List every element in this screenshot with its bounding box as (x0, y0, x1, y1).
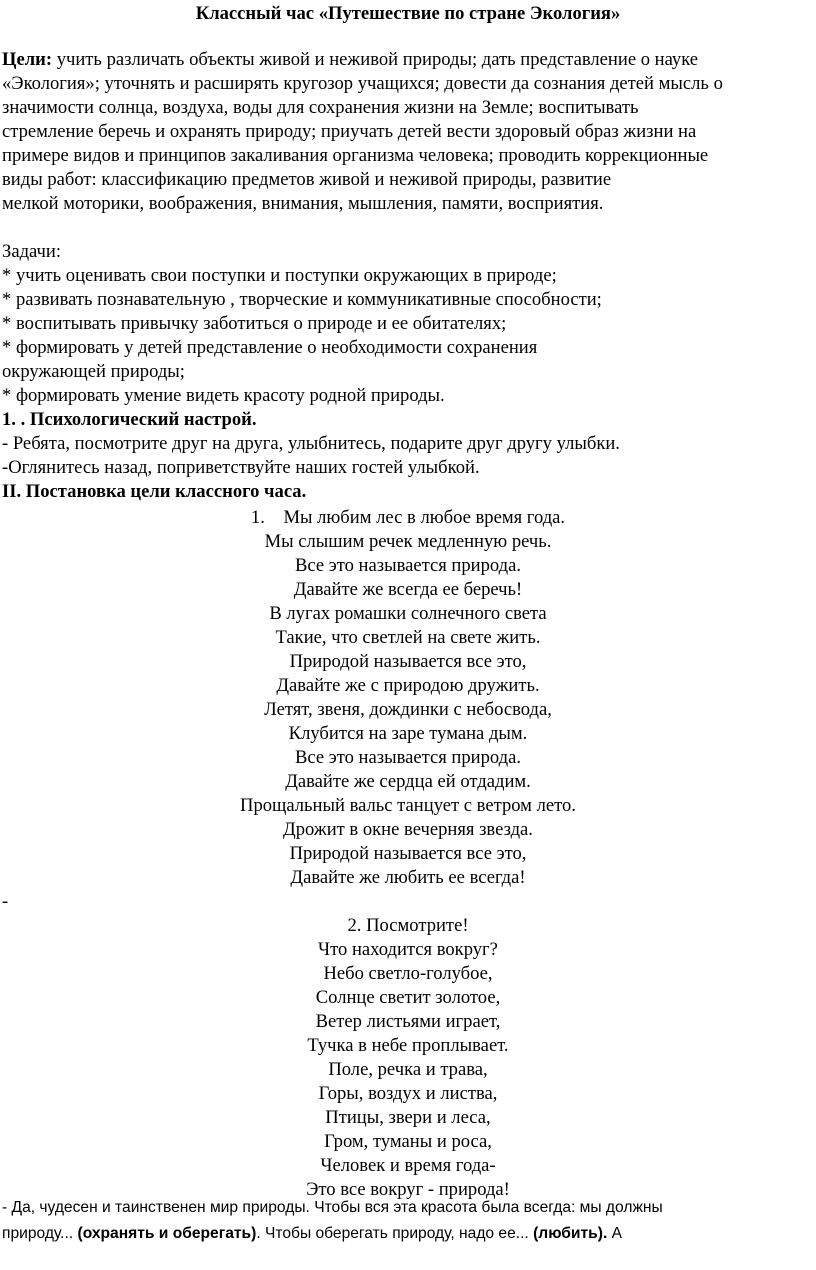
closing-text: природу... (2, 1225, 78, 1242)
page-title: Классный час «Путешествие по стране Экология» (195, 3, 621, 24)
poem-line: Человек и время года- (320, 1155, 496, 1176)
poem-line: Птицы, звери и леса, (325, 1107, 491, 1128)
poem-line: Тучка в небе проплывает. (307, 1035, 509, 1056)
goals-line: стремление беречь и охранять природу; приучать детей вести здоровый образ жизни на (2, 121, 697, 142)
goals-line: «Экология»; уточнять и расширять кругозор учащихся; довести да сознания детей мысль о (2, 73, 723, 94)
poem-line: Давайте же любить ее всегда! (290, 867, 526, 888)
goals-line: виды работ: классификацию предметов живой и неживой природы, развитие (2, 169, 612, 190)
poem-line: В лугах ромашки солнечного света (269, 603, 547, 624)
goals-line: значимости солнца, воздуха, воды для сохранения жизни на Земле; воспитывать (2, 97, 639, 118)
section1-heading: 1. . Психологический настрой. (2, 409, 257, 430)
closing-text: А (607, 1225, 623, 1242)
goals-label: Цели: (2, 49, 53, 70)
tasks-block (2, 240, 814, 504)
poem-line: Все это называется природа. (294, 555, 522, 576)
closing-answer: (охранять и оберегать) (77, 1225, 257, 1242)
closing-line: - Да, чудесен и таинственен мир природы. Чтобы вся эта красота была всегда: мы должны (2, 1199, 663, 1216)
poem-line: Давайте же всегда ее беречь! (293, 579, 523, 600)
section1-line: -Оглянитесь назад, поприветствуйте наших гостей улыбкой. (2, 457, 480, 478)
poem-line: Такие, что светлей на свете жить. (275, 627, 541, 648)
poem-line: Давайте же сердца ей отдадим. (285, 771, 531, 792)
poem-line: Клубится на заре тумана дым. (288, 723, 528, 744)
goals-paragraph (2, 48, 814, 216)
goals-line: мелкой моторики, воображения, внимания, мышления, памяти, восприятия. (2, 193, 604, 214)
task-item: * формировать умение видеть красоту родной природы. (2, 385, 445, 406)
closing-answer: (любить). (533, 1225, 608, 1242)
separator-dash: - (2, 891, 9, 912)
poem-line: Дрожит в окне вечерняя звезда. (283, 819, 533, 840)
closing-text: . Чтобы оберегать природу, надо ее... (256, 1225, 534, 1242)
poem-line: Летят, звеня, дождинки с небосвода, (264, 699, 552, 720)
task-item: окружающей природы; (2, 361, 185, 382)
poem-line: Природой называется все это, (289, 843, 527, 864)
poem-line: Горы, воздух и листва, (318, 1083, 498, 1104)
poem-line: Гром, туманы и роса, (324, 1131, 492, 1152)
poem-line: Это все вокруг - природа! (306, 1179, 510, 1200)
section1-line: - Ребята, посмотрите друг на друга, улыбнитесь, подарите друг другу улыбки. (2, 433, 620, 454)
tasks-heading: Задачи: (2, 241, 62, 262)
poem-one-number: 1. (250, 507, 265, 528)
poem-line: Природой называется все это, (289, 651, 527, 672)
goals-line: примере видов и принципов закаливания организма человека; проводить коррекционные (2, 145, 709, 166)
goals-line: учить различать объекты живой и неживой природы; дать представление о науке (52, 49, 699, 70)
poem-line: Что находится вокруг? (318, 939, 498, 960)
poem-line: Мы слышим речек медленную речь. (264, 531, 552, 552)
section2-heading: II. Постановка цели классного часа. (2, 481, 307, 502)
closing-paragraph (2, 1195, 814, 1247)
poem-one (0, 506, 816, 890)
poem-line: Давайте же с природою дружить. (276, 675, 540, 696)
poem-line: Все это называется природа. (294, 747, 522, 768)
poem-line: 2. Посмотрите! (347, 915, 469, 936)
poem-line: Солнце светит золотое, (315, 987, 501, 1008)
poem-line: Поле, речка и трава, (328, 1059, 488, 1080)
task-item: * воспитывать привычку заботиться о природе и ее обитателях; (2, 313, 507, 334)
poem-line: Ветер листьями играет, (315, 1011, 501, 1032)
poem-line: Мы любим лес в любое время года. (283, 507, 566, 528)
task-item: * развивать познавательную , творческие и коммуникативные способности; (2, 289, 602, 310)
poem-line: Прощальный вальс танцует с ветром лето. (240, 795, 576, 816)
poem-two (0, 914, 816, 1202)
poem-line: Небо светло-голубое, (323, 963, 493, 984)
task-item: * формировать у детей представление о необходимости сохранения (2, 337, 538, 358)
task-item: * учить оценивать свои поступки и поступки окружающих в природе; (2, 265, 557, 286)
